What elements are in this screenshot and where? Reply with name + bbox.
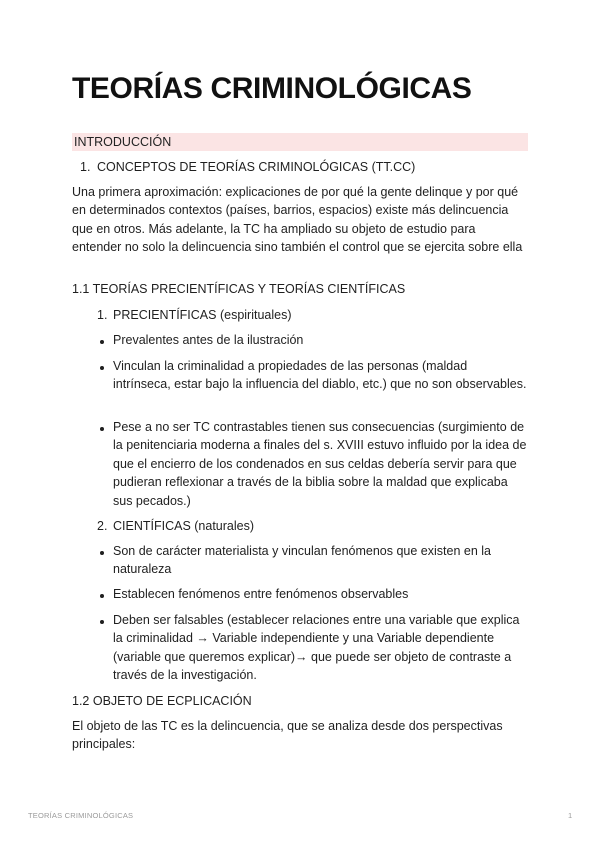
list1-number: 1. — [97, 308, 108, 322]
bullet-dot — [100, 594, 104, 598]
section1-heading: CONCEPTOS DE TEORÍAS CRIMINOLÓGICAS (TT.CC) — [97, 160, 416, 174]
footer-title: TEORÍAS CRIMINOLÓGICAS — [28, 811, 134, 820]
intro-heading: INTRODUCCIÓN — [74, 135, 172, 149]
bullet-dot — [100, 620, 104, 624]
list1-heading: PRECIENTÍFICAS (espirituales) — [113, 308, 292, 322]
list2-number: 2. — [97, 519, 108, 533]
paragraph-objeto: El objeto de las TC es la delincuencia, que se analiza desde dos perspectivas principales: — [72, 719, 503, 752]
bullet-dot — [100, 427, 104, 431]
bullet-dot — [100, 551, 104, 555]
list2-bullet-1: Son de carácter materialista y vinculan fenómenos que existen en la naturaleza — [113, 544, 491, 577]
list1-bullet-3: Pese a no ser TC contrastables tienen sus consecuencias (surgimiento de la penitenciaria moderna a finales del s. XVIII estuvo influido por la idea de que el encierro de los condenados en sus celdas debería servir para que pudieran reflexionar a través de la biblia sobre la maldad que explicaba sus pecados.) — [113, 420, 527, 508]
section1-number: 1. — [80, 160, 91, 174]
page-title: TEORÍAS CRIMINOLÓGICAS — [72, 72, 472, 105]
page-number: 1 — [568, 811, 573, 820]
list1-bullet-1: Prevalentes antes de la ilustración — [113, 333, 304, 347]
list2-bullet-3: Deben ser falsables (establecer relaciones entre una variable que explica la criminalidad → Variable independiente y una Variable dependiente (variable que queremos explicar)→ que puede ser objeto de contraste a través de la investigación. — [113, 613, 520, 683]
bullet-dot — [100, 340, 104, 344]
list2-heading: CIENTÍFICAS (naturales) — [113, 519, 255, 533]
subsection-1-1-heading: 1.1 TEORÍAS PRECIENTÍFICAS Y TEORÍAS CIENTÍFICAS — [72, 282, 406, 296]
bullet-dot — [100, 366, 104, 370]
subsection-1-2-heading: 1.2 OBJETO DE ECPLICACIÓN — [72, 694, 252, 708]
paragraph-intro: Una primera aproximación: explicaciones de por qué la gente delinque y por qué en determinados contextos (países, barrios, espacios) existe más delincuencia que en otros. Más adelante, la TC ha ampliado su objeto de estudio para entender no solo la delincuencia sino también el control que se ejercita sobre ella — [72, 185, 523, 255]
list2-bullet-2: Establecen fenómenos entre fenómenos observables — [113, 587, 409, 601]
list1-bullet-2: Vinculan la criminalidad a propiedades de las personas (maldad intrínseca, estar bajo la influencia del diablo, etc.) que no son observables. — [113, 359, 527, 392]
